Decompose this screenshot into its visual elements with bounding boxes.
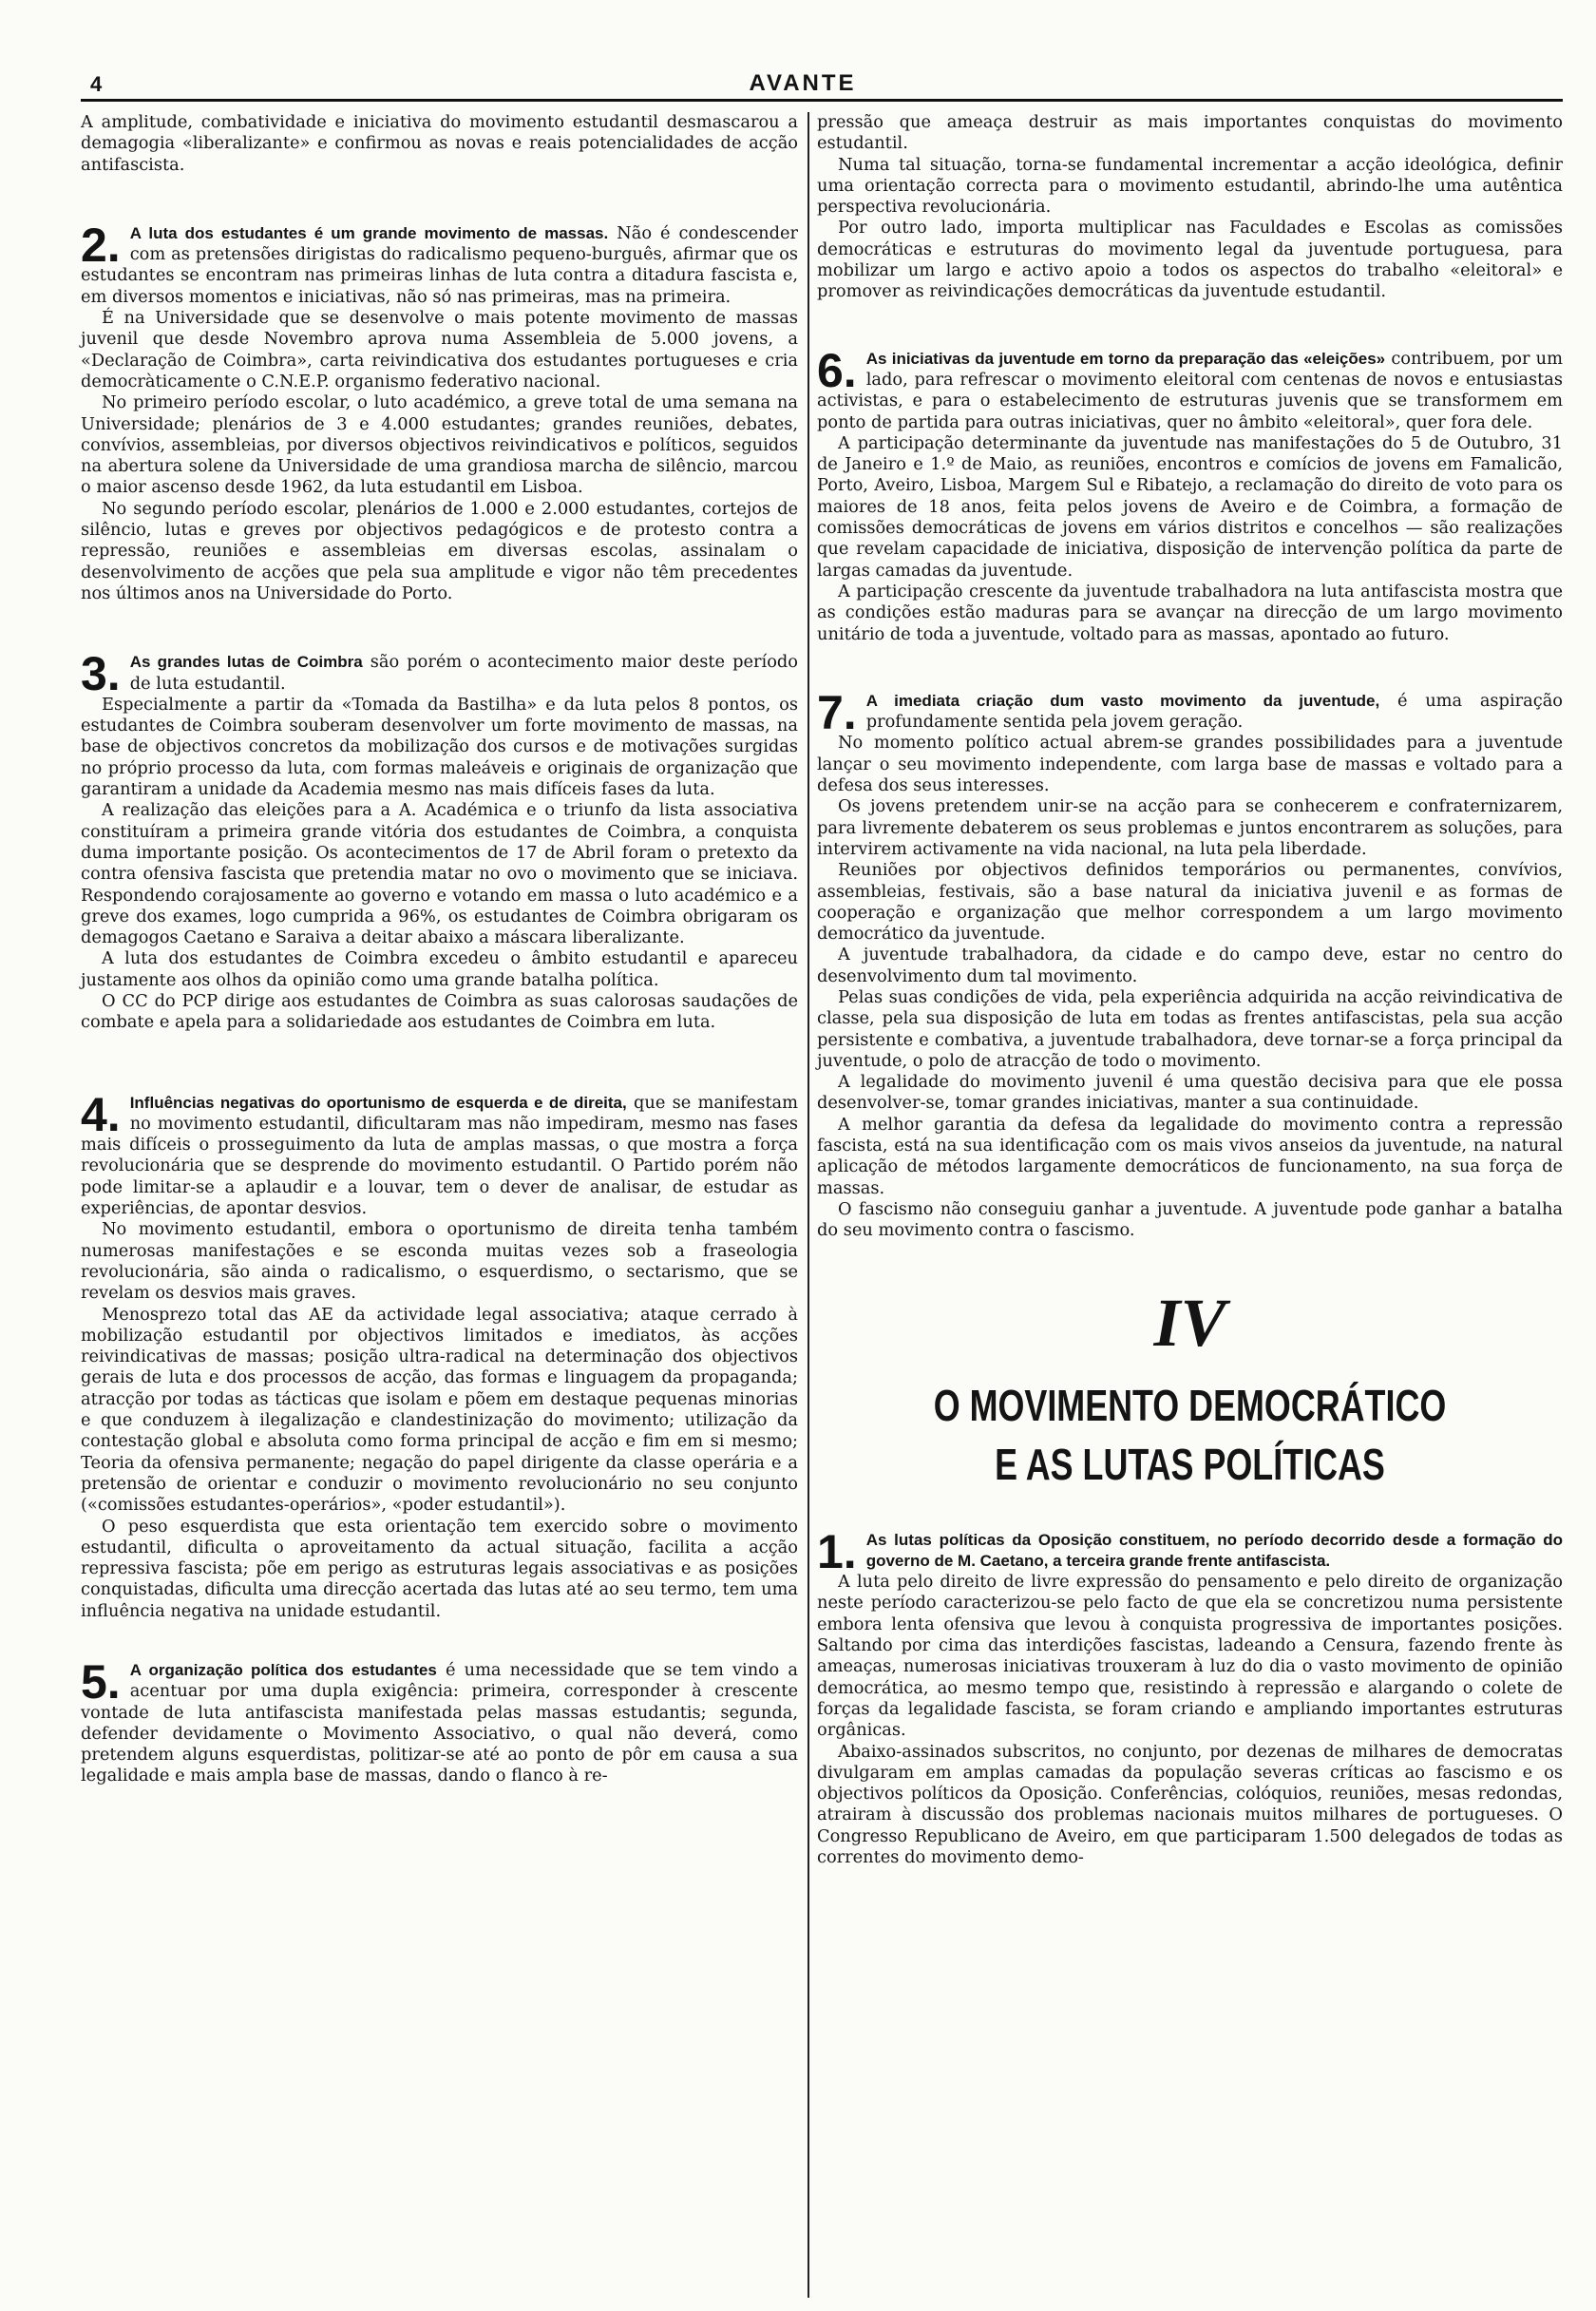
paragraph: A legalidade do movimento juvenil é uma questão decisiva para que ele possa desenvolver-se, tomar grandes iniciativas, manter a sua continuidade. (817, 1072, 1563, 1114)
page-number: 4 (90, 72, 103, 96)
header-rule (81, 99, 1563, 102)
section-lead: A luta dos estudantes é um grande movimento de massas. (129, 223, 609, 242)
right-column (817, 112, 1563, 2298)
section-number: 6. (817, 343, 857, 397)
paragraph: Por outro lado, importa multiplicar nas Faculdades e Escolas as comissões democráticas e estruturas do movimento legal da juventude portuguesa, para mobilizar um largo e activo apoio a todos os aspectos do trabalho «eleitoral» e promover as reivindicações democráticas da juventude estudantil. (817, 218, 1563, 302)
section-4 (81, 1087, 798, 1622)
paragraph: No momento político actual abrem-se grandes possibilidades para a juventude lançar o seu movimento independente, com larga base de massas e voltado para a defesa dos seus interesses. (817, 733, 1563, 796)
paragraph: Os jovens pretendem unir-se na acção para se conhecerem e confraternizarem, para livremente debaterem os seus problemas e juntos encontrarem as soluções, para intervirem activamente na vida nacional, na luta pela liberdade. (817, 796, 1563, 859)
section-iv-1 (817, 1524, 1563, 1869)
newspaper-title: AVANTE (749, 70, 857, 96)
paragraph: No movimento estudantil, embora o oportunismo de direita tenha também numerosas manifestações e se esconda muitas vezes sob a fraseologia revolucionária, são ainda o radicalismo, o esquerdismo, o sectarismo, que se revelam os desvios mais graves. (81, 1219, 798, 1304)
paragraph: É na Universidade que se desenvolve o mais potente movimento de massas juvenil que desde Novembro aprova numa Assembleia de 5.000 jovens, a «Declaração de Coimbra», carta reivindicativa dos estudantes portugueses e cria democràticamente o C.N.E.P. organismo federativo nacional. (81, 308, 798, 392)
paragraph: Especialmente a partir da «Tomada da Bastilha» e da luta pelos 8 pontos, os estudantes de Coimbra souberam desenvolver um forte movimento de massas, na base de objectivos concretos da mobilização dos cursos e de motivações surgidas no próprio processo da luta, com formas maleáveis e originais de organização que garantiram a unidade da Academia mesmo nas mais difíceis fases da luta. (81, 694, 798, 800)
paragraph: Abaixo-assinados subscritos, no conjunto, por dezenas de milhares de democratas divulgaram em amplas camadas da população severas críticas ao fascismo e os objectivos políticos da Oposição. Conferências, colóquios, reuniões, mesas redondas, atrairam à discussão dos problemas nacionais muitos milhares de portugueses. O Congresso Republicano de Aveiro, em que participaram 1.500 delegados de todas as correntes do movimento demo- (817, 1741, 1563, 1867)
section-lead: As grandes lutas de Coimbra (129, 653, 363, 672)
section-7 (817, 685, 1563, 1242)
paragraph: A juventude trabalhadora, da cidade e do campo deve, estar no centro do desenvolvimento dum tal movimento. (817, 945, 1563, 986)
section-text: contribuem, por um lado, para refrescar o movimento eleitoral com centenas de novos e entusiastas activistas, e para o estabelecimento de estruturas juvenis que se transformem em ponto de partida para outras iniciativas, quer no âmbito «eleitoral», quer fora dele. (817, 348, 1563, 432)
paragraph: O fascismo não conseguiu ganhar a juventude. A juventude pode ganhar a batalha do seu movimento contra o fascismo. (817, 1198, 1563, 1241)
section-lead: A organização política dos estudantes (129, 1661, 437, 1679)
column-divider (808, 112, 809, 2298)
part-title-line-2: E AS LUTAS POLÍTICAS (995, 1439, 1385, 1489)
section-6 (817, 343, 1563, 645)
section-2 (81, 218, 798, 604)
paragraph: O CC do PCP dirige aos estudantes de Coimbra as suas calorosas saudações de combate e apela para a solidariedade aos estudantes de Coimbra em luta. (81, 990, 798, 1033)
section-number: 2. (81, 218, 121, 272)
left-column (81, 112, 798, 2298)
paragraph: Pelas suas condições de vida, pela experiência adquirida na acção reivindicativa de classe, pela sua disposição de luta em todas as frentes antifascistas, pela sua acção persistente e combativa, a juventude trabalhadora, deve tornar-se a força principal da juventude, o polo de atracção de todo o movimento. (817, 986, 1563, 1071)
section-text: são porém o acontecimento maior deste período de luta estudantil. (129, 652, 798, 694)
section-number: 5. (81, 1655, 121, 1709)
section-text: Não é condescender com as pretensões dirigistas do radicalismo pequeno-burguês, afirmar que os estudantes se encontram nas primeiras linhas de luta contra a ditadura fascista e, em diversos momentos e iniciativas, não só nas primeiras, mas na primeira. (81, 222, 798, 307)
paragraph: Reuniões por objectivos definidos temporários ou permanentes, convívios, assembleias, festivais, são a base natural da iniciativa juvenil e as formas de cooperação e organização que melhor correspondem a um largo movimento democrático da juventude. (817, 860, 1563, 945)
paragraph: A luta dos estudantes de Coimbra excedeu o âmbito estudantil e apareceu justamente aos olhos da opinião como uma grande batalha política. (81, 948, 798, 990)
paragraph: No segundo período escolar, plenários de 1.000 e 2.000 estudantes, cortejos de silêncio, lutas e greves por objectivos pedagógicos e de protesto contra a repressão, reuniões e assembleias em diversas escolas, assinalam o desenvolvimento de acções que pela sua amplitude e vigor não têm precedentes nos últimos anos na Universidade do Porto. (81, 498, 798, 603)
continued-section (817, 112, 1563, 303)
paragraph: A participação determinante da juventude nas manifestações do 5 de Outubro, 31 de Janeiro e 1.º de Maio, as reuniões, encontros e comícios de jovens em Famalicão, Porto, Aveiro, Lisboa, Margem Sul e Ribatejo, a reclamação do direito de voto para os maiores de 18 anos, feita pelos jovens de Aveiro e de Coimbra, a formação de comissões democráticas de jovens em vários distritos e concelhos — são realizações que revelam capacidade de iniciativa, disposição de intervenção política da parte de largas camadas da juventude. (817, 432, 1563, 581)
section-text: que se manifestam no movimento estudantil, dificultaram mas não impediram, mesmo nas fases mais difíceis o prosseguimento da luta de amplas massas, o que mostra a força revolucionária que se desprende do movimento estudantil. O Partido porém não pode limitar-se a aplaudir e a louvar, tem o dever de analisar, de estudar as experiências, de apontar desvios. (81, 1092, 798, 1219)
section-5 (81, 1655, 798, 1787)
section-lead: As iniciativas da juventude em torno da preparação das «eleições» (865, 349, 1386, 368)
intro-paragraph (81, 112, 798, 176)
paragraph: A participação crescente da juventude trabalhadora na luta antifascista mostra que as condições estão maduras para se avançar na direcção de um largo movimento unitário de toda a juventude, voltado para as massas, apontado ao futuro. (817, 581, 1563, 644)
section-number: 4. (81, 1087, 121, 1141)
intro-text: A amplitude, combatividade e iniciativa do movimento estudantil desmascarou a demagogia «liberalizante» e confirmou as novas e reais potencialidades de acção antifascista. (81, 112, 798, 175)
paragraph: A melhor garantia da defesa da legalidade do movimento contra a repressão fascista, está na sua identificação com os mais vivos anseios da juventude, na natural aplicação de métodos largamente democráticos de funcionamento, na sua força de massas. (817, 1114, 1563, 1198)
paragraph: A luta pelo direito de livre expressão do pensamento e pelo direito de organização neste período caracterizou-se pelo facto de que ela se concretizou numa persistente embora lenta ofensiva que levou à conquista progressiva de importantes posições. Saltando por cima das interdições fascistas, ladeando a Censura, fazendo frente às ameaças, numerosas iniciativas trouxeram à luz do dia o vasto movimento de opinião democrática, ao mesmo tempo que, resistindo à repressão e alargando o colete de forças da legalidade fascista, se foram criando e ampliando importantes estruturas orgânicas. (817, 1572, 1563, 1741)
section-lead: Influências negativas do oportunismo de esquerda e de direita, (129, 1093, 627, 1112)
paragraph: Menosprezo total das AE da actividade legal associativa; ataque cerrado à mobilização estudantil por objectivos limitados e imediatos, às acções reivindicativas de massas; posição ultra-radical na determinação dos objectivos gerais de luta e dos processos de acção, das formas e linguagem da propaganda; atracção por todas as tácticas que isolam e põem em destaque pequenas minorias e que conduzem à ilegalização e clandestinização do movimento; utilização da contestação global e absoluta como forma principal de acção e fim em si mesmo; Teoria da ofensiva permanente; negação do papel dirigente da classe operária e a pretensão de orientar e conduzir o movimento revolucionário no seu conjunto («comissões estudantes-operários», «poder estudantil»). (81, 1304, 798, 1516)
section-number: 1. (817, 1524, 857, 1578)
part-numeral: IV (1153, 1284, 1226, 1361)
section-lead: As lutas políticas da Oposição constituem, no período decorrido desde a formação do governo de M. Caetano, a terceira grande frente antifascista. (865, 1530, 1563, 1570)
paragraph: Numa tal situação, torna-se fundamental incrementar a acção ideológica, definir uma orientação correcta para o movimento estudantil, abrindo-lhe uma autêntica perspectiva revolucionária. (817, 154, 1563, 218)
paragraph: A realização das eleições para a A. Académica e o triunfo da lista associativa constituíram a primeira grande vitória dos estudantes de Coimbra, a conquista duma importante posição. Os acontecimentos de 17 de Abril foram o pretexto da contra ofensiva fascista que pretendia matar no ovo o movimento que se iniciava. Respondendo corajosamente ao governo e votando em massa o luto académico e a greve dos exames, logo cumprida a 96%, os estudantes de Coimbra obrigaram os demagogos Caetano e Saraiva a deitar abaixo a máscara liberalizante. (81, 800, 798, 948)
section-text: é uma necessidade que se tem vindo a acentuar por uma dupla exigência: primeira, corresponder à crescente vontade de luta antifascista manifestada pelas massas estudantis; segunda, defender devidamente o Movimento Associativo, o qual não deverá, como pretendem alguns esquerdistas, politizar-se até ao ponto de pôr em causa a sua legalidade e mais ampla base de massas, dando o flanco à re- (81, 1660, 798, 1786)
section-3 (81, 647, 798, 1033)
paragraph: No primeiro período escolar, o luto académico, a greve total de uma semana na Universidade; plenários de 3 e 4.000 estudantes; grandes reuniões, debates, convívios, assembleias, por diversos objectivos reivindicativos e políticos, seguidos na abertura solene da Universidade de uma grandiosa marcha de silêncio, marcou o maior ascenso desde 1962, da luta estudantil em Lisboa. (81, 392, 798, 498)
paragraph: O peso esquerdista que esta orientação tem exercido sobre o movimento estudantil, dificulta o aproveitamento da actual situação, facilita a acção repressiva fascista; põe em perigo as estruturas legais associativas e as posições conquistadas, dificulta uma direcção acertada das lutas até ao seu termo, tem uma influência negativa na unidade estudantil. (81, 1516, 798, 1621)
part-title-line-1: O MOVIMENTO DEMOCRÁTICO (933, 1380, 1447, 1430)
section-number: 3. (81, 647, 121, 701)
paragraph: pressão que ameaça destruir as mais importantes conquistas do movimento estudantil. (817, 112, 1563, 154)
section-lead: A imediata criação dum vasto movimento da juventude, (865, 691, 1380, 710)
section-number: 7. (817, 685, 857, 739)
section-text: é uma aspiração profundamente sentida pela jovem geração. (865, 690, 1563, 733)
